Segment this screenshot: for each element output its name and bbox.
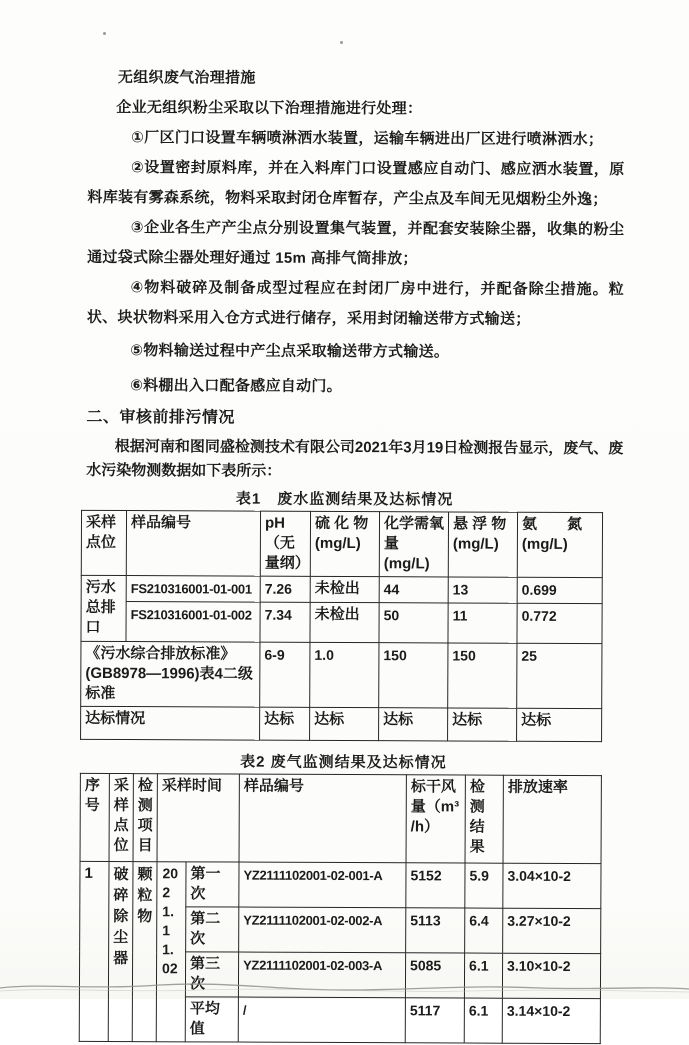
table1-standard-ph: 6-9	[260, 642, 310, 707]
measure-item-2: ②设置密封原料库，并在入料库门口设置感应自动门、感应洒水装置，原料库装有雾森系统，物料采取封闭仓库暂存，产尘点及车间无见烟粉尘外逸；	[87, 159, 625, 209]
table1-standard-cod: 150	[379, 643, 448, 708]
table1-ph-value: 7.26	[260, 576, 310, 602]
table2-header-flow: 标干风 量（m³ /h）	[406, 775, 465, 863]
measure-item-3: ③企业各生产产尘点分别设置集气装置，并配套安装除尘器，收集的粉尘通过袋式除尘器处理好通过 15m 高排气筒排放；	[87, 219, 625, 268]
table1-header-sample: 样品编号	[126, 511, 260, 577]
table2-header-sample: 样品编号	[239, 774, 406, 863]
table1-sulfide-value: 未检出	[310, 576, 379, 602]
table1-standard-ss: 150	[448, 643, 517, 708]
table1-header-cod: 化学需氧 量(mg/L)	[379, 512, 448, 577]
table2-rate-value: 3.14×10-2	[502, 998, 600, 1043]
table2-measurement-row	[80, 861, 601, 908]
table2-result-value: 5.9	[465, 863, 503, 908]
table1-cod-value: 44	[379, 577, 448, 603]
table1-outlet-label: 污水 总排 口	[81, 575, 126, 641]
table2-seq-label: 第一次	[186, 862, 239, 907]
table1-sample-row	[81, 601, 602, 643]
table1-nh3-value: 0.772	[517, 603, 602, 643]
table2-header-result: 检 测 结 果	[465, 775, 503, 863]
table2-seq-label: 第三次	[185, 952, 238, 997]
table2-seq-no: 1	[79, 861, 109, 1041]
table1-cod-value: 50	[379, 603, 448, 643]
table2-header-no: 序 号	[80, 773, 109, 861]
table2-result-value: 6.1	[464, 953, 502, 998]
measure-item-5: ⑤物料输送过程中产尘点采取输送带方式输送。	[130, 342, 450, 361]
measures-intro: 企业无组织粉尘采取以下治理措施进行处理：	[116, 99, 423, 118]
table2-sample-id: YZ2111102001-02-001-A	[239, 862, 406, 908]
table1-header-nh3: 氨 氮 (mg/L)	[517, 512, 602, 577]
measure-item-1: ①厂区门口设置车辆喷淋洒水装置，运输车辆进出厂区进行喷淋洒水；	[131, 129, 604, 149]
measure-item-4: ④物料破碎及制备成型过程应在封闭厂房中进行，并配备除尘措施。粒状、块状物料采用入仓方式进行储存，采用封闭输送带方式输送；	[86, 279, 625, 328]
measures-heading: 无组织废气治理措施	[117, 69, 256, 87]
table1-compliance-value: 达标	[260, 707, 310, 740]
scan-speck	[103, 32, 106, 35]
table2-flow-value: 5117	[405, 998, 464, 1043]
table2-title: 表2 废气监测结果及达标情况	[240, 753, 447, 772]
section2-heading: 二、审核前排污情况	[86, 408, 236, 427]
table2-point-label: 破碎除尘器	[108, 861, 133, 1041]
table1-ss-value: 11	[448, 603, 517, 643]
table1-ss-value: 13	[448, 577, 517, 603]
table2-flow-value: 5152	[406, 863, 465, 908]
measure-item-6: ⑥料棚出入口配备感应自动门。	[130, 377, 343, 395]
table2-rate-value: 3.27×10-2	[503, 908, 601, 953]
table2-header-rate: 排放速率	[503, 775, 601, 863]
table2-header-item: 检 测 项 目	[133, 774, 157, 862]
table2-result-value: 6.1	[464, 998, 502, 1043]
table1-compliance-row	[81, 706, 602, 741]
table1-header-ph: pH（无 量纲）	[260, 511, 310, 576]
document-content	[0, 62, 689, 1044]
table1-title: 表1 废水监测结果及达标情况	[235, 490, 454, 509]
table1-sample-id: FS210316001-01-001	[126, 576, 260, 603]
table1-header-ss: 悬 浮 物 (mg/L)	[448, 512, 517, 577]
table2-item-label: 颗粒物	[132, 862, 157, 1042]
table2-rate-value: 3.10×10-2	[502, 953, 600, 998]
table1-compliance-value: 达标	[517, 708, 602, 741]
table2-header-row	[80, 773, 601, 863]
table1-sample-id: FS210316001-01-002	[126, 602, 260, 643]
table2-result-value: 6.4	[465, 908, 503, 953]
table1-compliance-value: 达标	[379, 708, 448, 741]
paper-bottom-edge	[0, 977, 689, 999]
table2-date: 2021.11.02	[156, 862, 186, 1042]
table2-seq-label: 第二次	[186, 907, 239, 952]
table1-wastewater-results	[80, 510, 603, 742]
table1-header-sulfide: 硫 化 物 (mg/L)	[310, 511, 379, 576]
table2-sample-id: /	[238, 997, 405, 1043]
table2-flow-value: 5113	[406, 908, 465, 953]
table2-header-point: 采 样 点 位	[109, 773, 133, 861]
table1-standard-row	[81, 641, 602, 708]
table1-nh3-value: 0.699	[517, 577, 602, 603]
table1-sample-row	[81, 575, 602, 603]
table2-rate-value: 3.04×10-2	[503, 863, 601, 908]
section2-intro: 根据河南和图同盛检测技术有限公司2021年3月19日检测报告显示，废气、废水污染物测数据如下表所示：	[86, 438, 624, 480]
table1-compliance-value: 达标	[310, 707, 379, 740]
table1-header-point: 采样 点位	[81, 510, 126, 575]
table1-ph-value: 7.34	[260, 602, 310, 642]
table2-sample-id: YZ2111102001-02-003-A	[238, 952, 405, 998]
table2-seq-label: 平均值	[185, 997, 238, 1042]
table1-sulfide-value: 未检出	[310, 602, 379, 642]
table1-standard-sulfide: 1.0	[310, 642, 379, 707]
table2-gas-results	[79, 773, 602, 1044]
table1-standard-label: 《污水综合排放标准》 (GB8978—1996)表4二级标准	[81, 641, 260, 707]
table1-header-row	[81, 510, 602, 577]
table1-compliance-label: 达标情况	[81, 706, 260, 740]
table2-sample-id: YZ2111102001-02-002-A	[239, 907, 406, 953]
table1-compliance-value: 达标	[448, 708, 517, 741]
scan-speck	[340, 41, 343, 44]
table2-header-time: 采样时间	[157, 774, 239, 862]
table2-flow-value: 5085	[405, 953, 464, 998]
table1-standard-nh3: 25	[517, 643, 602, 708]
